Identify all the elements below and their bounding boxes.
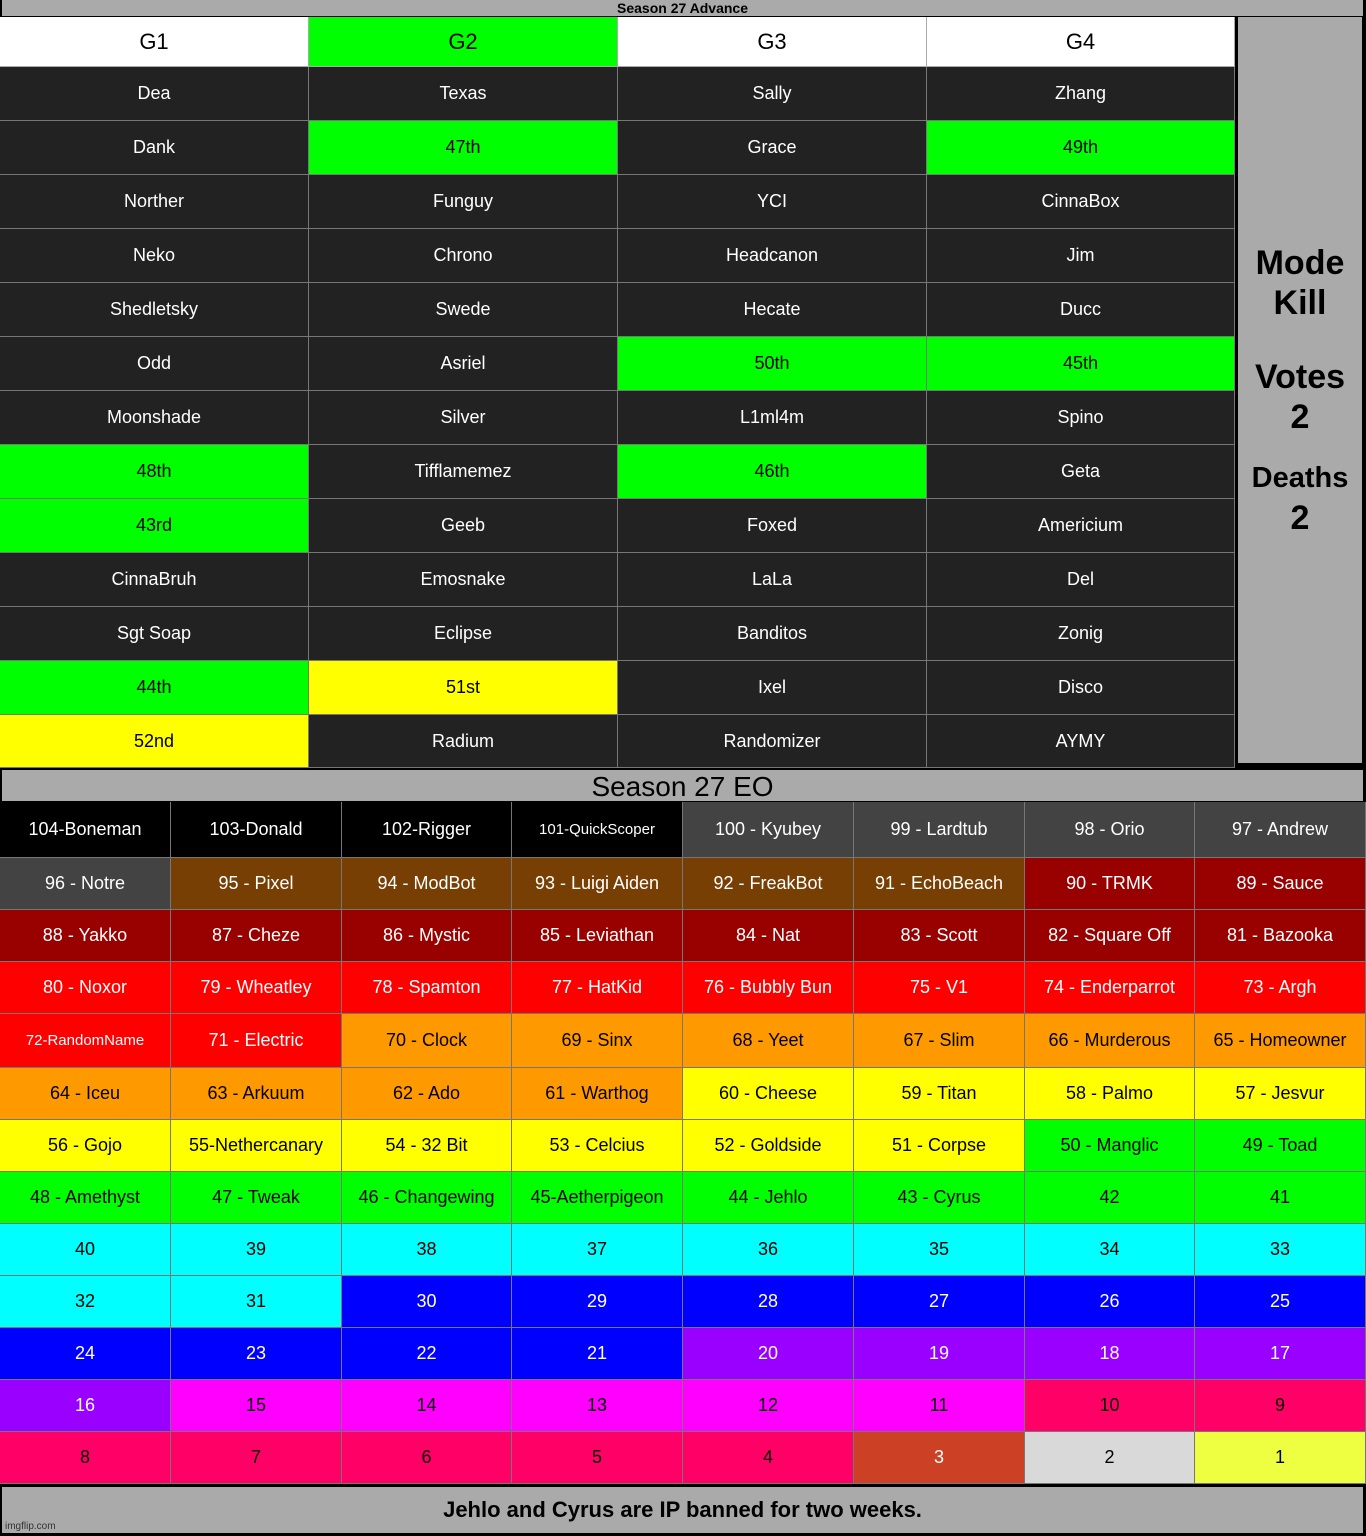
player-cell: Randomizer [618, 715, 927, 768]
placement-cell: 46 - Changewing [342, 1172, 512, 1224]
placement-cell: 20 [683, 1328, 854, 1380]
placement-cell: 99 - Lardtub [854, 802, 1025, 858]
placement-cell: 13 [512, 1380, 683, 1432]
player-cell: Del [927, 553, 1235, 607]
placement-cell: 102-Rigger [342, 802, 512, 858]
placement-cell: 92 - FreakBot [683, 858, 854, 910]
placement-cell: 32 [0, 1276, 171, 1328]
placement-cell: 71 - Electric [171, 1014, 342, 1068]
placement-cell: 69 - Sinx [512, 1014, 683, 1068]
player-cell: Geta [927, 445, 1235, 499]
placement-cell: 89 - Sauce [1195, 858, 1366, 910]
player-cell: Norther [0, 175, 309, 229]
placement-cell: 12 [683, 1380, 854, 1432]
placement-cell: 104-Boneman [0, 802, 171, 858]
player-cell: Odd [0, 337, 309, 391]
placement-cell: 80 - Noxor [0, 962, 171, 1014]
player-cell: L1ml4m [618, 391, 927, 445]
placement-cell: 21 [512, 1328, 683, 1380]
player-cell: Dea [0, 67, 309, 121]
placement-cell: 41 [1195, 1172, 1366, 1224]
player-cell: 49th [927, 121, 1235, 175]
placement-cell: 43 - Cyrus [854, 1172, 1025, 1224]
placement-cell: 100 - Kyubey [683, 802, 854, 858]
player-cell: Asriel [309, 337, 618, 391]
placement-cell: 84 - Nat [683, 910, 854, 962]
placement-cell: 72-RandomName [0, 1014, 171, 1068]
placement-cell: 38 [342, 1224, 512, 1276]
player-cell: YCI [618, 175, 927, 229]
player-cell: Chrono [309, 229, 618, 283]
player-cell: Disco [927, 661, 1235, 715]
player-cell: Sally [618, 67, 927, 121]
placement-cell: 90 - TRMK [1025, 858, 1195, 910]
advance-title: Season 27 Advance [2, 0, 1363, 16]
player-cell: CinnaBruh [0, 553, 309, 607]
group-header-g4: G4 [927, 17, 1235, 67]
placement-cell: 55-Nethercanary [171, 1120, 342, 1172]
player-cell: Eclipse [309, 607, 618, 661]
placement-cell: 58 - Palmo [1025, 1068, 1195, 1120]
placement-cell: 1 [1195, 1432, 1366, 1484]
player-cell: Hecate [618, 283, 927, 337]
placement-cell: 78 - Spamton [342, 962, 512, 1014]
player-cell: CinnaBox [927, 175, 1235, 229]
placement-cell: 44 - Jehlo [683, 1172, 854, 1224]
mode-label: Mode [1255, 243, 1345, 282]
placement-cell: 82 - Square Off [1025, 910, 1195, 962]
placement-cell: 7 [171, 1432, 342, 1484]
placement-cell: 53 - Celcius [512, 1120, 683, 1172]
placement-cell: 26 [1025, 1276, 1195, 1328]
footer-note: Jehlo and Cyrus are IP banned for two weeks. [2, 1487, 1363, 1533]
placement-cell: 33 [1195, 1224, 1366, 1276]
placement-cell: 94 - ModBot [342, 858, 512, 910]
player-cell: Sgt Soap [0, 607, 309, 661]
placement-cell: 9 [1195, 1380, 1366, 1432]
placement-cell: 68 - Yeet [683, 1014, 854, 1068]
placement-cell: 49 - Toad [1195, 1120, 1366, 1172]
player-cell: 43rd [0, 499, 309, 553]
placement-cell: 81 - Bazooka [1195, 910, 1366, 962]
placement-cell: 79 - Wheatley [171, 962, 342, 1014]
placement-cell: 24 [0, 1328, 171, 1380]
placement-cell: 35 [854, 1224, 1025, 1276]
placement-cell: 34 [1025, 1224, 1195, 1276]
player-cell: 50th [618, 337, 927, 391]
placement-cell: 50 - Manglic [1025, 1120, 1195, 1172]
player-cell: AYMY [927, 715, 1235, 768]
placement-cell: 4 [683, 1432, 854, 1484]
placement-cell: 60 - Cheese [683, 1068, 854, 1120]
player-cell: Jim [927, 229, 1235, 283]
placement-cell: 73 - Argh [1195, 962, 1366, 1014]
placement-cell: 96 - Notre [0, 858, 171, 910]
placement-cell: 83 - Scott [854, 910, 1025, 962]
placement-cell: 42 [1025, 1172, 1195, 1224]
deaths-value: 2 [1290, 498, 1310, 537]
player-cell: Banditos [618, 607, 927, 661]
player-cell: 45th [927, 337, 1235, 391]
placement-cell: 19 [854, 1328, 1025, 1380]
eo-title: Season 27 EO [2, 770, 1363, 801]
player-cell: Ixel [618, 661, 927, 715]
player-cell: Emosnake [309, 553, 618, 607]
placement-cell: 67 - Slim [854, 1014, 1025, 1068]
placement-cell: 29 [512, 1276, 683, 1328]
placement-cell: 77 - HatKid [512, 962, 683, 1014]
player-cell: 46th [618, 445, 927, 499]
placement-cell: 30 [342, 1276, 512, 1328]
placement-cell: 98 - Orio [1025, 802, 1195, 858]
group-header-g1: G1 [0, 17, 309, 67]
placement-cell: 87 - Cheze [171, 910, 342, 962]
placement-cell: 54 - 32 Bit [342, 1120, 512, 1172]
placement-cell: 86 - Mystic [342, 910, 512, 962]
player-cell: Grace [618, 121, 927, 175]
placement-cell: 85 - Leviathan [512, 910, 683, 962]
group-header-g3: G3 [618, 17, 927, 67]
placement-cell: 66 - Murderous [1025, 1014, 1195, 1068]
placement-cell: 95 - Pixel [171, 858, 342, 910]
placement-cell: 63 - Arkuum [171, 1068, 342, 1120]
placement-cell: 61 - Warthog [512, 1068, 683, 1120]
placement-cell: 52 - Goldside [683, 1120, 854, 1172]
player-cell: Spino [927, 391, 1235, 445]
placement-cell: 75 - V1 [854, 962, 1025, 1014]
player-cell: Headcanon [618, 229, 927, 283]
placement-cell: 64 - Iceu [0, 1068, 171, 1120]
player-cell: Moonshade [0, 391, 309, 445]
placement-cell: 3 [854, 1432, 1025, 1484]
placement-cell: 97 - Andrew [1195, 802, 1366, 858]
placement-cell: 16 [0, 1380, 171, 1432]
placement-cell: 56 - Gojo [0, 1120, 171, 1172]
player-cell: LaLa [618, 553, 927, 607]
player-cell: Silver [309, 391, 618, 445]
placement-cell: 39 [171, 1224, 342, 1276]
placement-cell: 31 [171, 1276, 342, 1328]
player-cell: Ducc [927, 283, 1235, 337]
placement-cell: 18 [1025, 1328, 1195, 1380]
placement-cell: 45-Aetherpigeon [512, 1172, 683, 1224]
placement-cell: 2 [1025, 1432, 1195, 1484]
placement-cell: 22 [342, 1328, 512, 1380]
placement-cell: 101-QuickScoper [512, 802, 683, 858]
deaths-label: Deaths [1251, 461, 1349, 494]
placement-cell: 40 [0, 1224, 171, 1276]
placement-cell: 62 - Ado [342, 1068, 512, 1120]
placement-cell: 36 [683, 1224, 854, 1276]
player-cell: Zonig [927, 607, 1235, 661]
placement-cell: 74 - Enderparrot [1025, 962, 1195, 1014]
player-cell: Shedletsky [0, 283, 309, 337]
player-cell: Neko [0, 229, 309, 283]
player-cell: Tifflamemez [309, 445, 618, 499]
placement-cell: 103-Donald [171, 802, 342, 858]
player-cell: Dank [0, 121, 309, 175]
player-cell: 52nd [0, 715, 309, 768]
placement-cell: 5 [512, 1432, 683, 1484]
placement-cell: 59 - Titan [854, 1068, 1025, 1120]
votes-value: 2 [1290, 397, 1310, 436]
placement-cell: 25 [1195, 1276, 1366, 1328]
placement-cell: 93 - Luigi Aiden [512, 858, 683, 910]
mode-value: Kill [1273, 283, 1327, 322]
placement-cell: 76 - Bubbly Bun [683, 962, 854, 1014]
player-cell: Funguy [309, 175, 618, 229]
placement-cell: 14 [342, 1380, 512, 1432]
player-cell: Texas [309, 67, 618, 121]
placement-cell: 27 [854, 1276, 1025, 1328]
placement-cell: 51 - Corpse [854, 1120, 1025, 1172]
placement-cell: 37 [512, 1224, 683, 1276]
player-cell: Geeb [309, 499, 618, 553]
placement-cell: 91 - EchoBeach [854, 858, 1025, 910]
placement-cell: 10 [1025, 1380, 1195, 1432]
placement-cell: 47 - Tweak [171, 1172, 342, 1224]
votes-label: Votes [1254, 357, 1346, 396]
player-cell: Zhang [927, 67, 1235, 121]
player-cell: 47th [309, 121, 618, 175]
placement-cell: 48 - Amethyst [0, 1172, 171, 1224]
player-cell: Americium [927, 499, 1235, 553]
player-cell: 44th [0, 661, 309, 715]
placement-cell: 11 [854, 1380, 1025, 1432]
status-panel [1238, 17, 1362, 763]
placement-cell: 15 [171, 1380, 342, 1432]
placement-cell: 17 [1195, 1328, 1366, 1380]
placement-cell: 6 [342, 1432, 512, 1484]
placement-cell: 8 [0, 1432, 171, 1484]
player-cell: Swede [309, 283, 618, 337]
placement-cell: 88 - Yakko [0, 910, 171, 962]
placement-cell: 57 - Jesvur [1195, 1068, 1366, 1120]
watermark: imgflip.com [5, 1521, 56, 1532]
player-cell: Radium [309, 715, 618, 768]
player-cell: Foxed [618, 499, 927, 553]
placement-cell: 65 - Homeowner [1195, 1014, 1366, 1068]
group-header-g2: G2 [309, 17, 618, 67]
player-cell: 48th [0, 445, 309, 499]
placement-cell: 28 [683, 1276, 854, 1328]
player-cell: 51st [309, 661, 618, 715]
placement-cell: 23 [171, 1328, 342, 1380]
placement-cell: 70 - Clock [342, 1014, 512, 1068]
